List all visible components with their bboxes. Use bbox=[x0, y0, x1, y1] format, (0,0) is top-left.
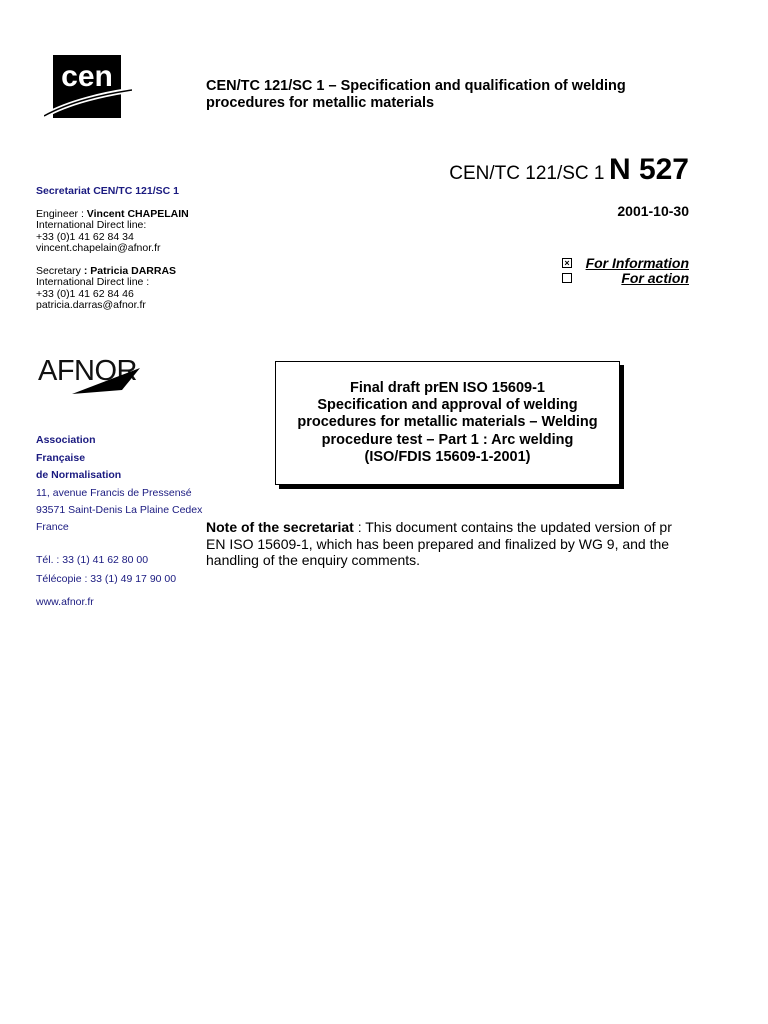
secretary-name: : Patricia DARRAS bbox=[83, 264, 177, 277]
engineer-email: vincent.chapelain@afnor.fr bbox=[36, 242, 161, 254]
engineer-line-label: International Direct line: bbox=[36, 219, 147, 231]
cen-logo bbox=[44, 52, 132, 124]
subject-line-4: procedure test – Part 1 : Arc welding bbox=[321, 431, 574, 448]
secretary-phone: +33 (0)1 41 62 84 46 bbox=[36, 287, 134, 300]
cen-logo-text: cen bbox=[61, 60, 113, 93]
secretary-line-label: International Direct line : bbox=[36, 276, 150, 288]
engineer-role: Engineer : bbox=[36, 207, 87, 220]
reference-committee: CEN/TC 121/SC 1 bbox=[449, 163, 605, 184]
document-subject bbox=[297, 380, 597, 466]
secretariat-contacts bbox=[36, 186, 206, 312]
street-address: 11, avenue Francis de Pressensé bbox=[36, 486, 192, 499]
secretary-role: Secretary bbox=[36, 264, 84, 277]
note-text: : This document contains the updated version of pr EN ISO 15609-1, which has been prepared and finalized by WG 9, and the handling of the enquiry comments. bbox=[206, 519, 672, 568]
subject-line-3: procedures for metallic materials – Welding bbox=[297, 414, 598, 431]
fax: Télécopie : 33 (1) 49 17 90 00 bbox=[36, 572, 177, 585]
afnor-address bbox=[36, 432, 206, 612]
telephone: Tél. : 33 (1) 41 62 80 00 bbox=[36, 554, 149, 566]
subject-line-1: Final draft prEN ISO 15609-1 bbox=[349, 379, 545, 396]
note-label: Note of the secretariat bbox=[206, 519, 354, 535]
country: France bbox=[36, 520, 69, 533]
for-information-checkbox: × bbox=[562, 258, 572, 268]
subject-line-2: Specification and approval of welding bbox=[317, 397, 578, 414]
reference-number: N 527 bbox=[608, 153, 689, 186]
engineer-phone: +33 (0)1 41 62 84 34 bbox=[36, 230, 134, 243]
association-line-3: de Normalisation bbox=[36, 469, 122, 481]
secretary-email: patricia.darras@afnor.fr bbox=[36, 299, 146, 311]
document-date: 2001-10-30 bbox=[617, 203, 689, 219]
afnor-logo-text: AFNOR bbox=[38, 355, 137, 387]
secretariat-note bbox=[206, 519, 690, 569]
document-title: CEN/TC 121/SC 1 – Specification and qualification of welding procedures for metallic materials bbox=[206, 78, 626, 111]
secretariat-heading: Secretariat CEN/TC 121/SC 1 bbox=[36, 185, 179, 197]
city-address: 93571 Saint-Denis La Plaine Cedex bbox=[36, 504, 203, 516]
for-action-label: For action bbox=[621, 270, 689, 286]
subject-line-5: (ISO/FDIS 15609-1-2001) bbox=[364, 448, 531, 465]
engineer-name: Vincent CHAPELAIN bbox=[86, 207, 189, 220]
website-link[interactable]: www.afnor.fr bbox=[36, 596, 94, 608]
association-line-2: Française bbox=[36, 451, 86, 464]
document-reference bbox=[449, 153, 689, 187]
afnor-logo bbox=[36, 350, 168, 398]
for-information-label: For Information bbox=[585, 255, 689, 271]
for-action-checkbox bbox=[562, 273, 572, 283]
document-subject-box bbox=[275, 361, 620, 485]
association-line-1: Association bbox=[36, 434, 96, 446]
